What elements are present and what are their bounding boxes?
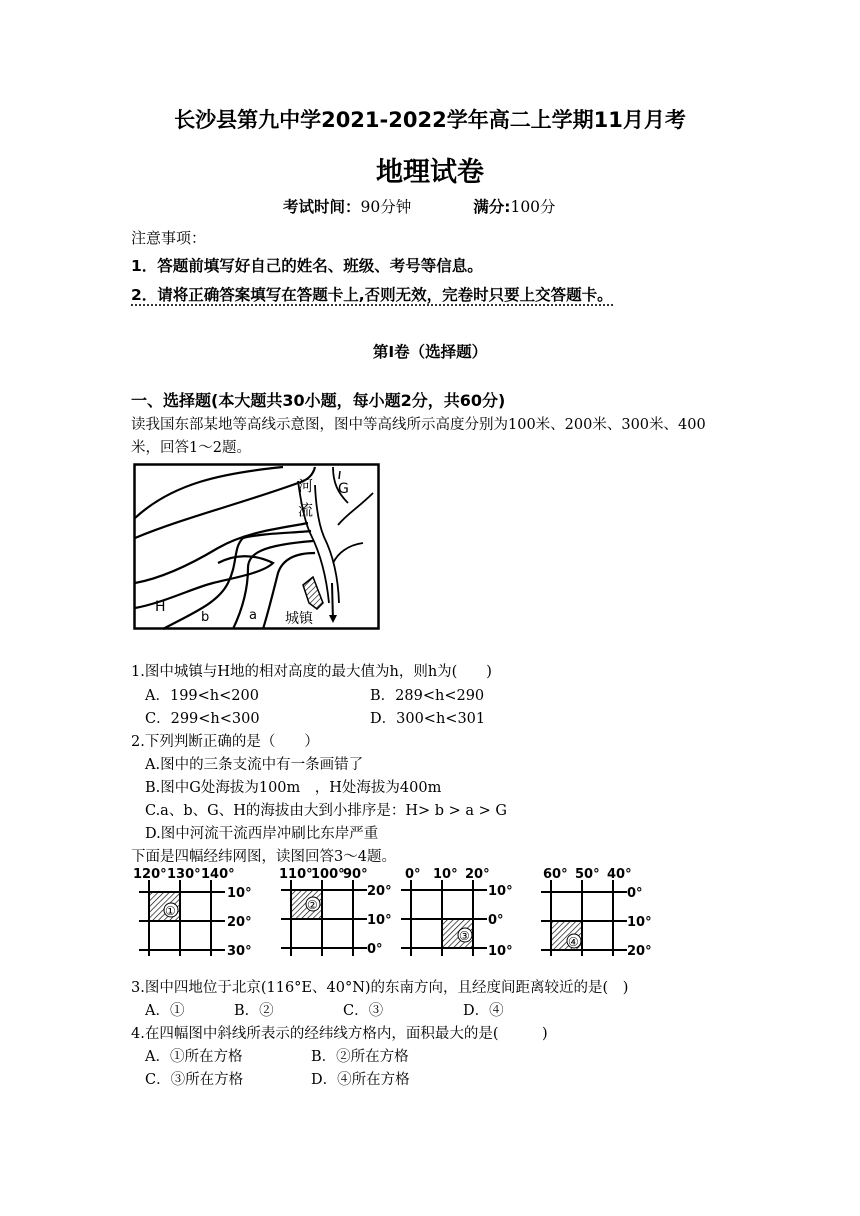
grid-1-side-3: 30° xyxy=(227,944,252,959)
grid-2-top-2: 100° xyxy=(311,867,345,882)
score-label: 满分: xyxy=(473,198,511,216)
grid-1-mark: ① xyxy=(165,904,176,918)
q3-option-d: D．④ xyxy=(463,1003,504,1019)
exam-info xyxy=(283,195,556,217)
q3-option-a: A．① xyxy=(145,1003,185,1019)
grid-1-side-1: 10° xyxy=(227,886,252,901)
time-value: 90分钟 xyxy=(360,198,412,216)
grid-3-side-2: 0° xyxy=(488,913,504,928)
grid-2 xyxy=(279,867,392,957)
volume-title: 第Ⅰ卷（选择题） xyxy=(372,343,488,361)
label-town: 城镇 xyxy=(285,611,313,627)
grid-1-top-3: 140° xyxy=(201,867,235,882)
q2-option-a: A.图中的三条支流中有一条画错了 xyxy=(145,757,364,773)
grid-4-side-2: 10° xyxy=(627,915,652,930)
q1-stem: 1.图中城镇与H地的相对高度的最大值为h，则h为( ) xyxy=(131,664,492,680)
q1-option-b: B．289<h<290 xyxy=(370,688,485,704)
grid-4-top-1: 60° xyxy=(543,867,568,882)
grid-3-side-1: 10° xyxy=(488,884,513,899)
grid-2-side-1: 20° xyxy=(367,884,392,899)
intro-q3-4: 下面是四幅经纬网图，读图回答3～4题。 xyxy=(131,849,396,865)
q1-option-d: D．300<h<301 xyxy=(370,711,486,727)
q2-option-c: C.a、b、G、H的海拔由大到小排序是：H> b > a > G xyxy=(145,803,507,819)
grid-1-top-2: 130° xyxy=(167,867,201,882)
grid-1-side-2: 20° xyxy=(227,915,252,930)
grid-3-top-1: 0° xyxy=(405,867,421,882)
score-value: 100分 xyxy=(510,198,556,216)
grid-2-top-1: 110° xyxy=(279,867,313,882)
q4-option-b: B．②所在方格 xyxy=(311,1049,409,1065)
grid-4-side-3: 20° xyxy=(627,944,652,959)
grid-4 xyxy=(541,867,652,959)
latlong-grids-figure xyxy=(133,866,653,966)
q4-option-d: D．④所在方格 xyxy=(311,1072,410,1088)
q3-stem: 3.图中四地位于北京(116°E、40°N)的东南方向，且经度间距离较近的是( ) xyxy=(131,980,629,996)
section-intro: 读我国东部某地等高线示意图，图中等高线所示高度分别为100米、200米、300米、400米，回答1～2题。 xyxy=(131,417,706,456)
q4-option-a: A．①所在方格 xyxy=(145,1049,243,1065)
time-label: 考试时间： xyxy=(283,198,361,216)
grid-2-side-3: 0° xyxy=(367,942,383,957)
label-g: G xyxy=(338,481,349,497)
q2-stem: 2.下列判断正确的是（ ） xyxy=(131,734,319,750)
grid-3-top-3: 20° xyxy=(465,867,490,882)
grid-4-top-3: 40° xyxy=(607,867,632,882)
q2-option-b: B.图中G处海拔为100m ，H处海拔为400m xyxy=(145,780,442,796)
notice-title: 注意事项： xyxy=(131,229,207,247)
grid-3-top-2: 10° xyxy=(433,867,458,882)
label-a: a xyxy=(249,608,257,623)
grid-3-side-3: 10° xyxy=(488,944,513,959)
grid-4-mark: ④ xyxy=(568,935,579,949)
label-b: b xyxy=(201,610,210,625)
notice-item-2-text: 2．请将正确答案填写在答题卡上,否则无效，完卷时只要上交答题卡。 xyxy=(131,286,613,304)
grid-2-side-2: 10° xyxy=(367,913,392,928)
q1-option-a: A．199<h<200 xyxy=(145,688,259,704)
contour-map-figure xyxy=(133,463,380,630)
q2-option-d: D.图中河流干流西岸冲刷比东岸严重 xyxy=(145,826,379,842)
notice-item-1: 1．答题前填写好自己的姓名、班级、考号等信息。 xyxy=(131,257,483,275)
exam-subtitle: 地理试卷 xyxy=(376,157,484,188)
label-river-2: 流 xyxy=(298,501,314,519)
q1-option-c: C．299<h<300 xyxy=(145,711,260,727)
grid-3-mark: ③ xyxy=(459,929,470,943)
q3-option-c: C．③ xyxy=(343,1003,384,1019)
section-heading: 一、选择题(本大题共30小题，每小题2分，共60分) xyxy=(131,391,506,410)
grid-4-side-1: 0° xyxy=(627,886,643,901)
grid-3 xyxy=(401,867,513,959)
q4-stem: 4.在四幅图中斜线所表示的经纬线方格内，面积最大的是( ) xyxy=(131,1026,548,1042)
q3-option-b: B．② xyxy=(234,1003,274,1019)
grid-4-top-2: 50° xyxy=(575,867,600,882)
grid-2-top-3: 90° xyxy=(343,867,368,882)
grid-1 xyxy=(133,867,252,959)
label-h: H xyxy=(155,599,166,615)
grid-1-top-1: 120° xyxy=(133,867,167,882)
q4-option-c: C．③所在方格 xyxy=(145,1072,244,1088)
notice-item-2 xyxy=(131,283,613,305)
label-river-1: 河 xyxy=(298,477,314,495)
grid-2-mark: ② xyxy=(307,898,318,912)
exam-title: 长沙县第九中学2021-2022学年高二上学期11月月考 xyxy=(174,108,686,132)
